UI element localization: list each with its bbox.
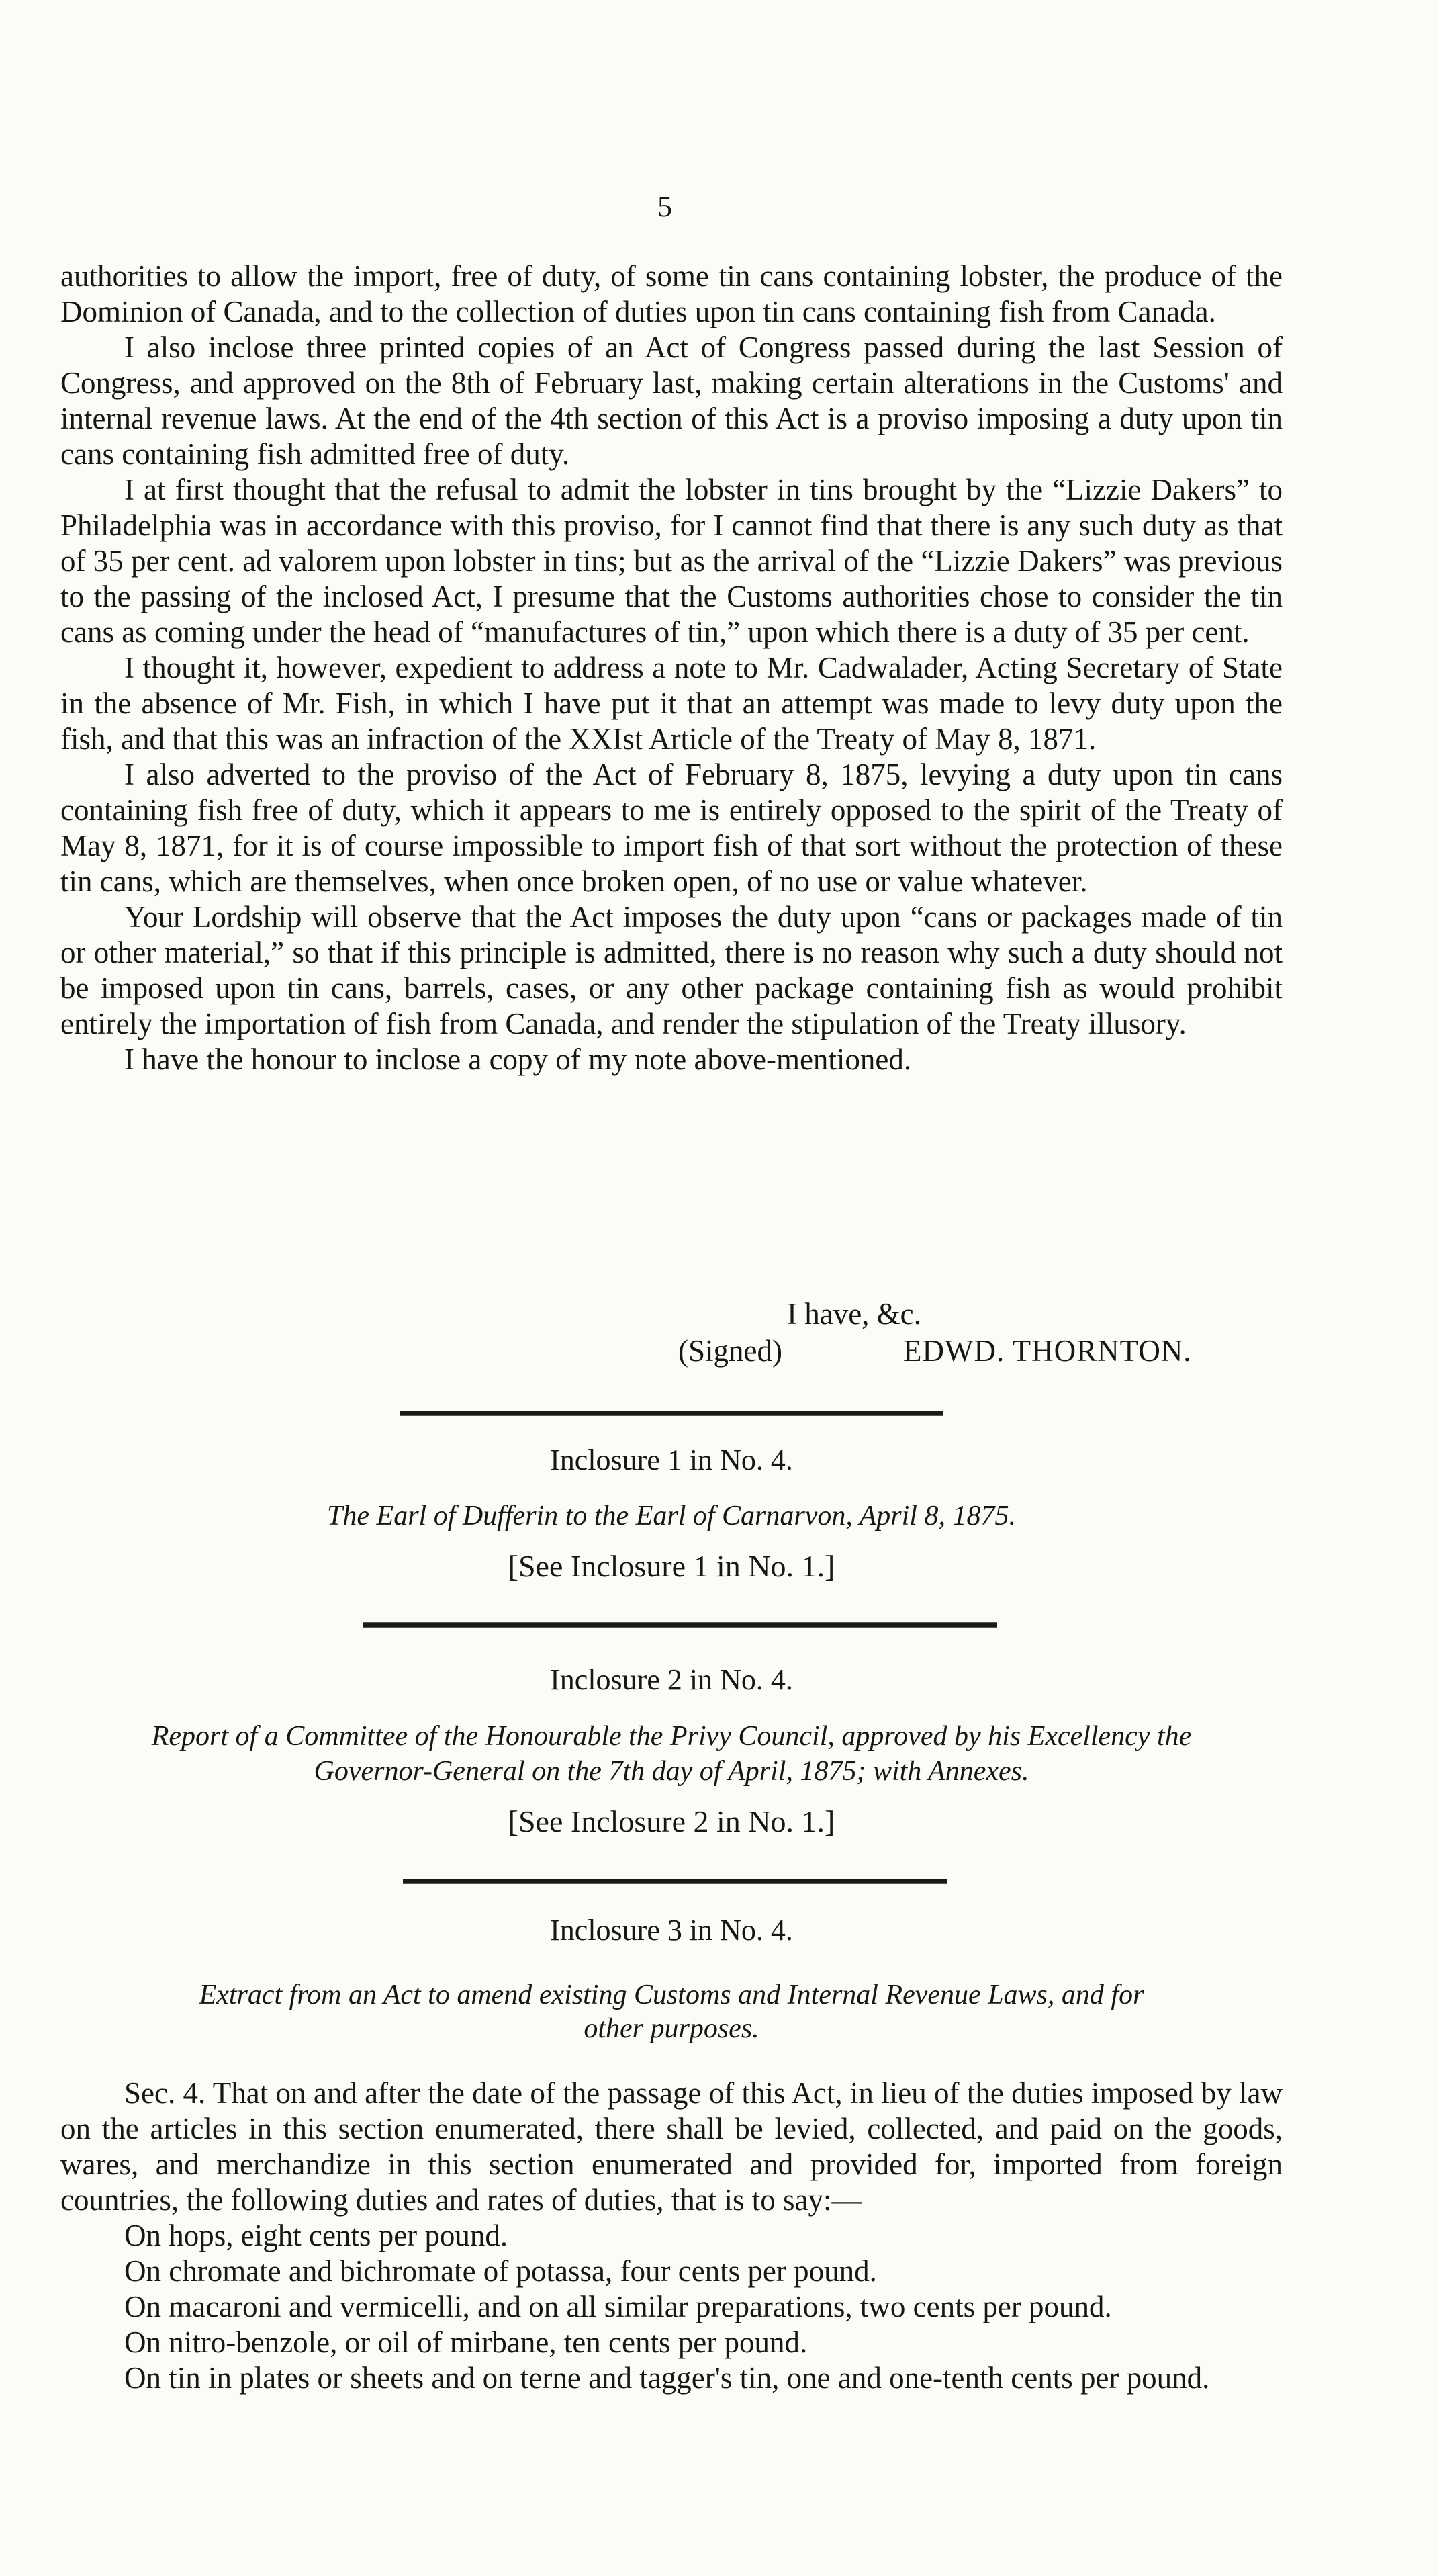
act-extract — [60, 2076, 1283, 2396]
letter-paragraph-4: I thought it, however, expedient to address a note to Mr. Cadwalader, Acting Secretary of State in the absence of Mr. Fish, in which I have put it that an attempt was made to levy duty upon the fish, and that this was an infraction of the XXIst Article of the Treaty of May 8, 1871. — [60, 651, 1283, 756]
inclosure-2-heading: Inclosure 2 in No. 4. — [550, 1663, 793, 1696]
act-item-4: On nitro-benzole, or oil of mirbane, ten cents per pound. — [124, 2325, 808, 2359]
section-divider — [363, 1622, 997, 1628]
inclosure-2-title-line-2: Governor-General on the 7th day of April, 1875; with Annexes. — [314, 1756, 1029, 1787]
letter-paragraph-7: I have the honour to inclose a copy of my note above-mentioned. — [124, 1042, 912, 1076]
inclosure-1-reference: [See Inclosure 1 in No. 1.] — [508, 1549, 835, 1583]
inclosure-2-reference: [See Inclosure 2 in No. 1.] — [508, 1804, 835, 1838]
inclosure-2-title-line-1: Report of a Committee of the Honourable the Privy Council, approved by his Excellency the — [151, 1721, 1192, 1752]
letter-body — [60, 259, 1283, 1077]
act-item-1: On hops, eight cents per pound. — [124, 2219, 508, 2252]
act-item-3: On macaroni and vermicelli, and on all similar preparations, two cents per pound. — [124, 2290, 1112, 2323]
inclosure-3-title-line-1: Extract from an Act to amend existing Customs and Internal Revenue Laws, and for — [199, 1980, 1144, 2010]
letter-paragraph-5: I also adverted to the proviso of the Act of February 8, 1875, levying a duty upon tin cans containing fish free of duty, which it appears to me is entirely opposed to the spirit of the Treaty of May 8, 1871, for it is of course impossible to import fish of that sort without the protection of these tin cans, which are themselves, when once broken open, of no use or value whatever. — [60, 758, 1283, 898]
inclosure-3-heading: Inclosure 3 in No. 4. — [550, 1914, 793, 1947]
closing-text: I have, &c. — [787, 1297, 921, 1331]
section-divider — [400, 1411, 943, 1416]
letter-paragraph-2: I also inclose three printed copies of an Act of Congress passed during the last Session of Congress, and approved on the 8th of February last, making certain alterations in the Customs' and internal revenue laws. At the end of the 4th section of this Act is a proviso imposing a duty upon tin cans containing fish admitted free of duty. — [60, 330, 1283, 471]
act-paragraph-1: Sec. 4. That on and after the date of the passage of this Act, in lieu of the duties imposed by law on the articles in this section enumerated, there shall be levied, collected, and paid on the goods, wares, and merchandize in this section enumerated and provided for, imported from foreign countries, the following duties and rates of duties, that is to say:— — [60, 2076, 1283, 2217]
letter-paragraph-3: I at first thought that the refusal to admit the lobster in tins brought by the “Lizzie Dakers” to Philadelphia was in accordance with this proviso, for I cannot find that there is any such duty as that of 35 per cent. ad valorem upon lobster in tins; but as the arrival of the “Lizzie Dakers” was previous to the passing of the inclosed Act, I presume that the Customs authorities chose to consider the tin cans as coming under the head of “manufactures of tin,” upon which there is a duty of 35 per cent. — [60, 473, 1283, 649]
letter-paragraph-6: Your Lordship will observe that the Act imposes the duty upon “cans or packages made of tin or other material,” so that if this principle is admitted, there is no reason why such a duty should not be imposed upon tin cans, barrels, cases, or any other package containing fish as would prohibit entirely the importation of fish from Canada, and render the stipulation of the Treaty illusory. — [60, 900, 1283, 1040]
inclosure-1-title: The Earl of Dufferin to the Earl of Carnarvon, April 8, 1875. — [327, 1501, 1016, 1531]
inclosure-3-title-line-2: other purposes. — [584, 2013, 759, 2044]
act-item-2: On chromate and bichromate of potassa, four cents per pound. — [124, 2254, 877, 2288]
signature-name: EDWD. THORNTON. — [903, 1334, 1192, 1368]
page-number: 5 — [657, 190, 672, 223]
letter-paragraph-1: authorities to allow the import, free of duty, of some tin cans containing lobster, the produce of the Dominion of Canada, and to the collection of duties upon tin cans containing fish from Canada. — [60, 259, 1283, 328]
inclosure-1-heading: Inclosure 1 in No. 4. — [550, 1444, 793, 1476]
signed-label: (Signed) — [678, 1334, 782, 1368]
act-item-5: On tin in plates or sheets and on terne and tagger's tin, one and one-tenth cents per pound. — [124, 2361, 1210, 2395]
section-divider — [403, 1879, 947, 1884]
